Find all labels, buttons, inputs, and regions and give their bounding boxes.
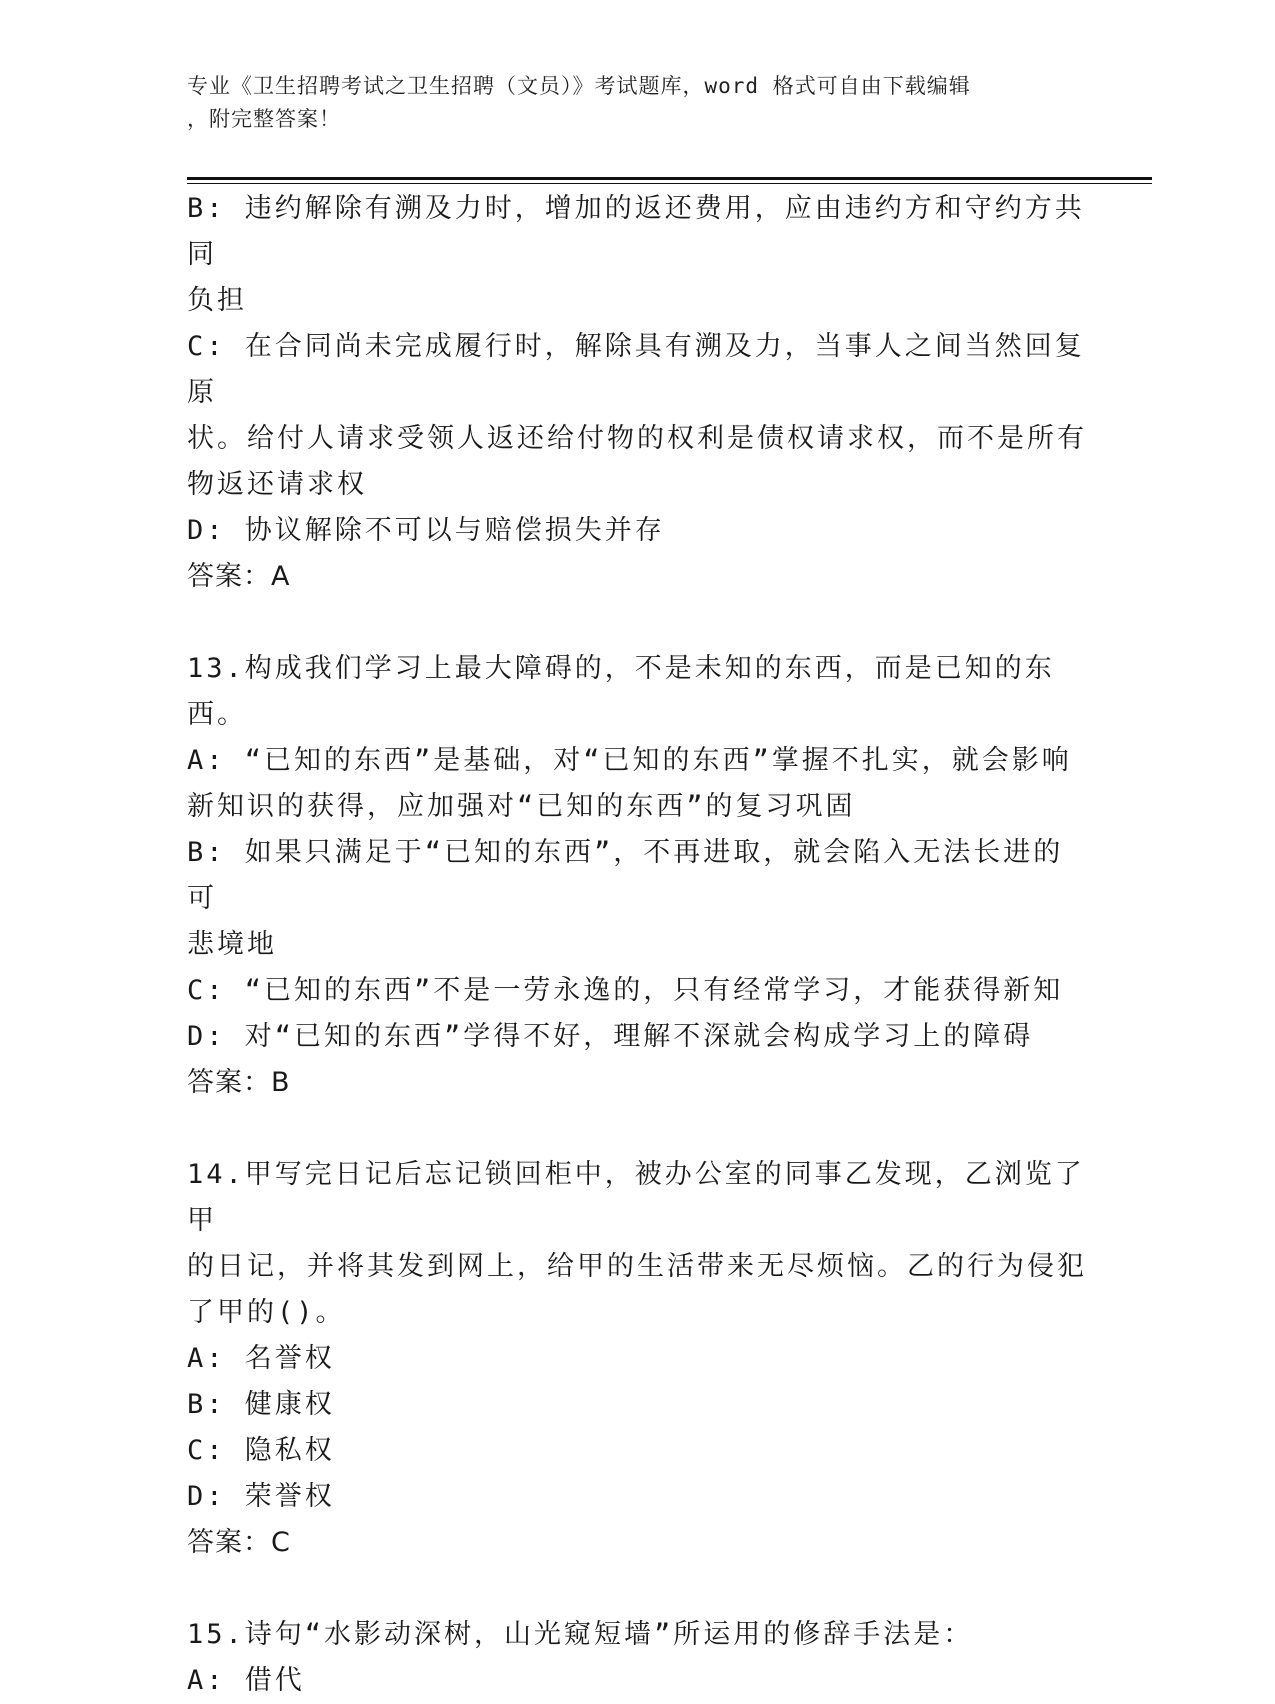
q14-question-line-3: 了甲的()。 [187, 1297, 346, 1328]
q15-option-a: A: 借代 [187, 1665, 305, 1696]
question-15-block [187, 1612, 1087, 1704]
q13-question: 13.构成我们学习上最大障碍的，不是未知的东西，而是已知的东西。 [187, 653, 1055, 730]
document-header [187, 70, 1067, 136]
question-12-block [187, 186, 1087, 600]
q12-option-c-line-2: 状。给付人请求受领人返还给付物的权利是债权请求权，而不是所有 [187, 423, 1087, 454]
header-line-2: ，附完整答案！ [187, 107, 341, 131]
q13-answer: 答案：B [187, 1067, 291, 1098]
question-14-block [187, 1152, 1087, 1566]
q14-option-d: D: 荣誉权 [187, 1481, 335, 1512]
q14-option-b: B: 健康权 [187, 1389, 335, 1420]
q12-answer: 答案：A [187, 561, 291, 592]
header-divider-thin [187, 183, 1152, 184]
q12-option-c-line-3: 物返还请求权 [187, 469, 367, 500]
q12-option-d: D: 协议解除不可以与赔偿损失并存 [187, 515, 665, 546]
q14-question-line-1: 14.甲写完日记后忘记锁回柜中，被办公室的同事乙发现，乙浏览了甲 [187, 1159, 1085, 1236]
q14-question-line-2: 的日记，并将其发到网上，给甲的生活带来无尽烦恼。乙的行为侵犯 [187, 1251, 1087, 1282]
q13-option-b-line-1: B: 如果只满足于“已知的东西”，不再进取，就会陷入无法长进的可 [187, 837, 1064, 914]
question-content [187, 186, 1087, 1704]
spacer [187, 600, 1087, 646]
spacer [187, 1106, 1087, 1152]
q13-option-b-line-2: 悲境地 [187, 929, 277, 960]
q12-option-c-line-1: C: 在合同尚未完成履行时，解除具有溯及力，当事人之间当然回复原 [187, 331, 1085, 408]
header-line-1: 专业《卫生招聘考试之卫生招聘（文员）》考试题库，word 格式可自由下载编辑 [187, 74, 971, 98]
q14-answer: 答案：C [187, 1527, 291, 1558]
q14-option-c: C: 隐私权 [187, 1435, 335, 1466]
q12-option-b-line-1: B: 违约解除有溯及力时，增加的返还费用，应由违约方和守约方共同 [187, 193, 1085, 270]
header-divider-thick [187, 177, 1152, 180]
q13-option-c: C: “已知的东西”不是一劳永逸的，只有经常学习，才能获得新知 [187, 975, 1064, 1006]
q13-option-d: D: 对“已知的东西”学得不好，理解不深就会构成学习上的障碍 [187, 1021, 1034, 1052]
q14-option-a: A: 名誉权 [187, 1343, 335, 1374]
q15-question: 15.诗句“水影动深树，山光窥短墙”所运用的修辞手法是： [187, 1619, 974, 1650]
q13-option-a-line-2: 新知识的获得，应加强对“已知的东西”的复习巩固 [187, 791, 856, 822]
q12-option-b-line-2: 负担 [187, 285, 247, 316]
question-13-block [187, 646, 1087, 1106]
spacer [187, 1566, 1087, 1612]
q13-option-a-line-1: A: “已知的东西”是基础，对“已知的东西”掌握不扎实，就会影响 [187, 745, 1072, 776]
